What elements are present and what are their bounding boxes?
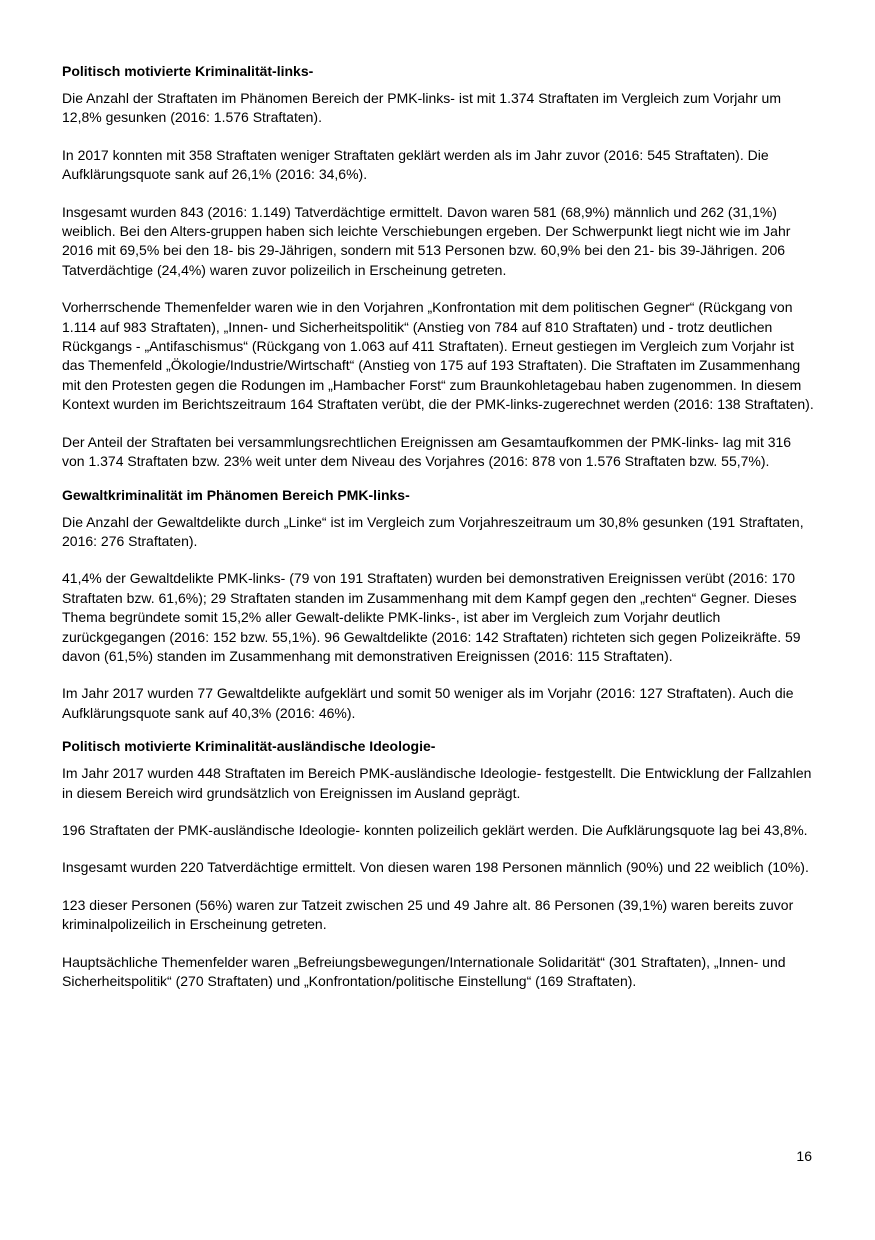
section-heading: Gewaltkriminalität im Phänomen Bereich PMK-links- bbox=[62, 486, 410, 503]
paragraph: Im Jahr 2017 wurden 448 Straftaten im Bereich PMK-ausländische Ideologie- festgestellt. Die Entwicklung der Fallzahlen in diesem Bereich wird grundsätzlich von Ereignissen im Ausland geprägt. bbox=[62, 765, 812, 801]
paragraph: Vorherrschende Themenfelder waren wie in den Vorjahren „Konfrontation mit dem politischen Gegner“ (Rückgang von 1.114 auf 983 Straftaten), „Innen- und Sicherheitspolitik“ (Anstieg von 784 auf 810 Straftaten) und - trotz deutlichen Rückgangs - „Antifaschismus“ (Rückgang von 1.063 auf 411 Straftaten). Erneut gestiegen im Vergleich zum Vorjahr ist das Themenfeld „Ökologie/Industrie/Wirtschaft“ (Anstieg von 175 auf 193 Straftaten). Die Straftaten im Zusammenhang mit den Protesten gegen die Rodungen im „Hambacher Forst“ zum Braunkohletagebau haben zugenommen. In diesem Kontext wurden im Berichtszeitraum 164 Straftaten verübt, die der PMK-links-zugerechnet werden (2016: 138 Straftaten). bbox=[62, 299, 814, 413]
section-heading: Politisch motivierte Kriminalität-ausländische Ideologie- bbox=[62, 738, 436, 755]
section-heading: Politisch motivierte Kriminalität-links- bbox=[62, 63, 314, 79]
document-page bbox=[62, 62, 814, 1009]
paragraph: Der Anteil der Straftaten bei versammlungsrechtlichen Ereignissen am Gesamtaufkommen der PMK-links- lag mit 316 von 1.374 Straftaten bzw. 23% weit unter dem Niveau des Vorjahres (2016: 878 von 1.576 Straftaten bzw. 55,7%). bbox=[62, 433, 792, 470]
paragraph: Insgesamt wurden 220 Tatverdächtige ermittelt. Von diesen waren 198 Personen männlich (90%) und 22 weiblich (10%). bbox=[62, 859, 809, 876]
section-pmk-links bbox=[62, 62, 814, 472]
paragraph: 41,4% der Gewaltdelikte PMK-links- (79 von 191 Straftaten) wurden bei demonstrativen Ereignissen verübt (2016: 170 Straftaten bzw. 61,6%); 29 Straftaten standen im Zusammenhang mit dem Kampf gegen den „rechten“ Gegner. Dieses Thema begründete somit 15,2% aller Gewalt-delikte PMK-links-, ist aber im Vergleich zum Vorjahr deutlich zurückgegangen (2016: 152 bzw. 55,1%). 96 Gewaltdelikte (2016: 142 Straftaten) richteten sich gegen Polizeikräfte. 59 davon (61,5%) standen im Zusammenhang mit demonstrativen Ereignissen (2016: 115 Straftaten). bbox=[62, 570, 801, 664]
paragraph: 196 Straftaten der PMK-ausländische Ideologie- konnten polizeilich geklärt werden. Die Aufklärungsquote lag bei 43,8%. bbox=[62, 821, 808, 838]
paragraph: Die Anzahl der Straftaten im Phänomen Bereich der PMK-links- ist mit 1.374 Straftaten im Vergleich zum Vorjahr um 12,8% gesunken (2016: 1.576 Straftaten). bbox=[62, 90, 781, 126]
page-number: 16 bbox=[796, 1148, 812, 1164]
section-gewaltkriminalitaet-links bbox=[62, 486, 814, 724]
paragraph: Insgesamt wurden 843 (2016: 1.149) Tatverdächtige ermittelt. Davon waren 581 (68,9%) männlich und 262 (31,1%) weiblich. Bei den Alters-gruppen haben sich leichte Verschiebungen ergeben. Der Schwerpunkt liegt nicht wie im Jahr 2016 mit 69,5% bei den 18- bis 29-Jährigen, sondern mit 513 Personen bzw. 60,9% bei den 21- bis 39-Jährigen. 206 Tatverdächtige (24,4%) waren zuvor polizeilich in Erscheinung getreten. bbox=[62, 203, 791, 278]
paragraph: Im Jahr 2017 wurden 77 Gewaltdelikte aufgeklärt und somit 50 weniger als im Vorjahr (2016: 127 Straftaten). Auch die Aufklärungsquote sank auf 40,3% (2016: 46%). bbox=[62, 685, 794, 721]
paragraph: Hauptsächliche Themenfelder waren „Befreiungsbewegungen/Internationale Solidarität“ (301 Straftaten), „Innen- und Sicherheitspolitik“ (270 Straftaten) und „Konfrontation/politische Einstellung“ (169 Straftaten). bbox=[62, 953, 786, 989]
section-pmk-auslaendische-ideologie bbox=[62, 737, 814, 991]
paragraph: Die Anzahl der Gewaltdelikte durch „Linke“ ist im Vergleich zum Vorjahreszeitraum um 30,8% gesunken (191 Straftaten, 2016: 276 Straftaten). bbox=[62, 513, 804, 549]
paragraph: In 2017 konnten mit 358 Straftaten weniger Straftaten geklärt werden als im Jahr zuvor (2016: 545 Straftaten). Die Aufklärungsquote sank auf 26,1% (2016: 34,6%). bbox=[62, 146, 769, 183]
paragraph: 123 dieser Personen (56%) waren zur Tatzeit zwischen 25 und 49 Jahre alt. 86 Personen (39,1%) waren bereits zuvor kriminalpolizeilich in Erscheinung getreten. bbox=[62, 896, 794, 933]
